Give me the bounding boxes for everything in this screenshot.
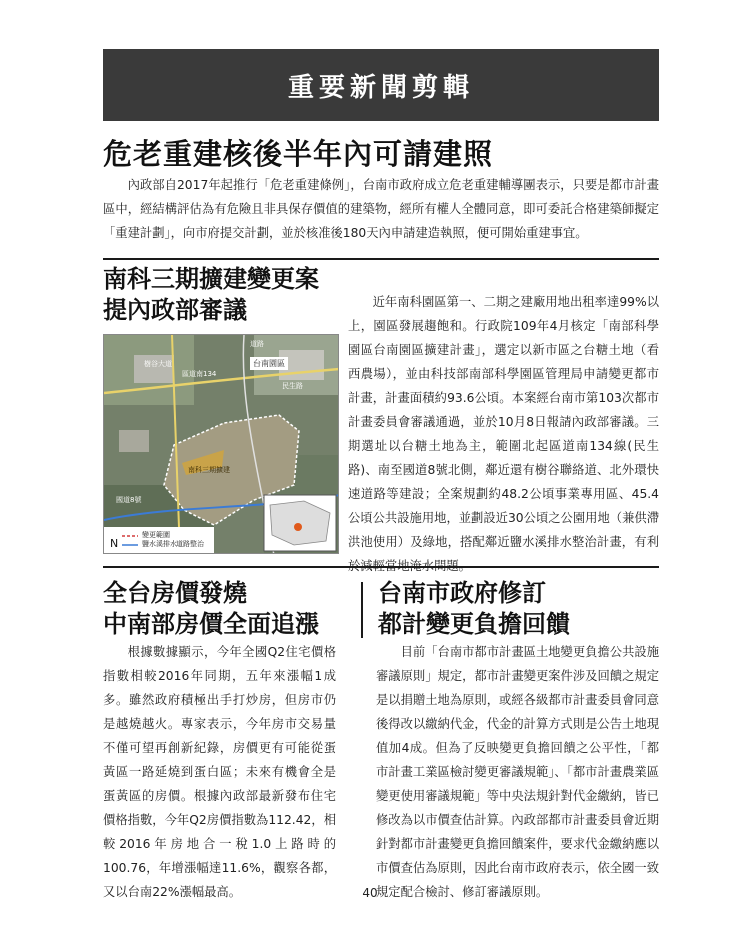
section-banner: [103, 49, 659, 121]
article3-title-line1: 全台房價發燒: [103, 578, 247, 607]
site-map-image: [103, 334, 339, 554]
map-legend-2: 鹽水溪排水: [142, 540, 177, 548]
article2-title-line2: 提內政部審議: [103, 295, 247, 324]
map-label-site: 南科三期擴建: [188, 466, 230, 474]
article3-title: [103, 577, 319, 639]
article1-body: 內政部自2017年起推行「危老重建條例」，台南市政府成立危老重建輔導團表示，只要是都市計畫區中，經結構評估為有危險且非具保存價值的建築物，經所有權人全體同意，即可委託合格建築師擬定「重建計劃」，向市府提交計劃，並於核准後180天內申請建造執照，便可開始重建事宜。: [103, 178, 659, 240]
article1-title: 危老重建核後半年內可請建照: [103, 137, 494, 171]
map-label-nan134: 區道南134: [182, 370, 217, 378]
article2-title: [103, 263, 319, 325]
article2-body: 近年南科園區第一、二期之建廠用地出租率達99%以上，園區發展趨飽和。行政院109年4月核定「南部科學園區台南園區擴建計畫」，選定以新市區之台糖土地（看西農場），並由科技部南部科學園區管理局申請變更都市計畫，計畫面積約93.6公頃。本案經台南市第103次都市計畫委員會審議通過，並於10月8日報請內政部審議。三期選址以台糖土地為主，範圍北起區道南134線(民生路)、南至國道8號北側，鄰近還有樹谷聯絡道、北外環快速道路等建設；全案規劃約48.2公頃事業專用區、45.4公頃公共設施用地，並劃設近30公頃之公園用地（兼供滯洪池使用）及綠地，搭配鄰近鹽水溪排水整治計畫，有利: [348, 295, 659, 549]
banner-title: 重要新聞剪輯: [287, 72, 474, 103]
article3-title-line2: 中南部房價全面追漲: [103, 609, 319, 638]
page-number: 40: [362, 886, 378, 900]
article4-body: 目前「台南市都市計畫區土地變更負擔公共設施審議原則」規定，都市計畫變更案件涉及回饋之規定是以捐贈土地為原則，或經各級都市計畫委員會同意後得改以繳納代金，代金的計算方式則是公告土地現值加4成。但為了反映變更負擔回饋之公平性，「都市計畫工業區檢討變更審議規範」、「都市計畫農業區變更使用審議規範」等中央法規針對代金繳納，皆已修改為以市價查估計算。內政部都市計畫委員會近期針對都市計畫變更負擔回饋案件，要求代金繳納應以市價查估為原則，因此台南市政府表示，依全國一致規定配合檢討、修訂審議原則。: [376, 645, 659, 899]
map-label-national-8: 國道8號: [116, 496, 142, 504]
article4-title-line2: 都計變更負擔回饋: [378, 609, 570, 638]
map-label-minsheng: 民生路: [282, 382, 303, 390]
map-label-shugu: 樹谷大道: [144, 360, 172, 368]
article4-title-line1: 台南市政府修訂: [378, 578, 546, 607]
article4-title: [378, 577, 570, 639]
aerial-map-graphic: [104, 335, 339, 554]
svg-text:N: N: [110, 537, 119, 550]
article3-body: 根據數據顯示，今年全國Q2住宅價格指數相較2016年同期，五年來漲幅1成多。雖然政府積極出手打炒房，但房市仍是越燒越火。專家表示，今年房市交易量不僅可望再創新紀錄，房價更有可能從蛋黃區一路延燒到蛋白區；未來有機會全是蛋黃區的房價。根據內政部最新發布住宅價格指數，今年Q2房價指數為112.42，相較2016年房地合一稅1.0上路時的100.76，年增漲幅達11.6%，觀察各都，又以台南22%漲幅最高。: [103, 645, 336, 899]
map-legend-1: 變更範圍: [142, 531, 170, 539]
map-label-tainan-park: 台南園區: [250, 357, 288, 370]
column-divider: [361, 582, 363, 638]
divider-2: [103, 566, 659, 568]
article2-title-line1: 南科三期擴建變更案: [103, 264, 319, 293]
map-label-road: 道路: [250, 340, 264, 348]
divider-1: [103, 258, 659, 260]
map-legend-3: 道路整治: [176, 540, 204, 548]
